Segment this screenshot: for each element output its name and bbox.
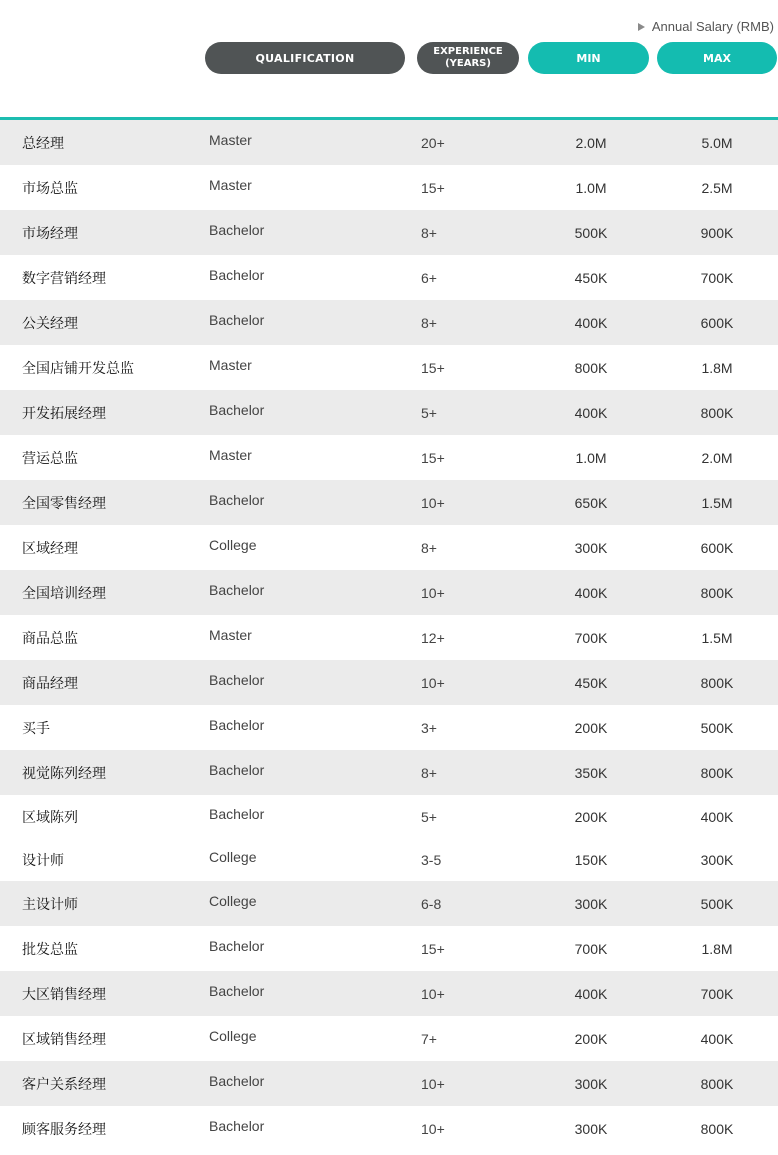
max-salary-cell: 700K: [700, 269, 734, 286]
experience-cell: 10+: [421, 584, 445, 601]
table-row: [0, 480, 778, 525]
table-row: [0, 795, 778, 838]
min-salary-cell: 450K: [574, 269, 608, 286]
experience-cell: 3+: [421, 719, 437, 736]
qualification-cell: College: [209, 848, 257, 865]
max-salary-cell: 2.0M: [701, 449, 733, 466]
min-salary-cell: 300K: [574, 895, 608, 912]
job-title-cell: 公关经理: [22, 315, 78, 332]
qualification-cell: Master: [209, 446, 252, 463]
table-row: [0, 120, 778, 165]
experience-cell: 8+: [421, 224, 437, 241]
job-title-cell: 视觉陈列经理: [22, 765, 106, 782]
max-salary-cell: 2.5M: [701, 179, 733, 196]
max-salary-cell: 800K: [700, 584, 734, 601]
min-salary-cell: 300K: [574, 1120, 608, 1137]
job-title-cell: 批发总监: [22, 941, 78, 958]
min-salary-cell: 2.0M: [575, 134, 607, 151]
experience-cell: 15+: [421, 940, 445, 957]
experience-cell: 8+: [421, 764, 437, 781]
table-row: [0, 660, 778, 705]
annual-salary-note: [638, 19, 774, 34]
max-salary-cell: 600K: [700, 539, 734, 556]
qualification-cell: Bachelor: [209, 401, 265, 418]
max-salary-cell: 800K: [700, 764, 734, 781]
table-row: [0, 881, 778, 926]
min-salary-cell: 800K: [574, 359, 608, 376]
experience-cell: 15+: [421, 449, 445, 466]
max-salary-cell: 300K: [700, 851, 734, 868]
max-salary-cell: 800K: [700, 674, 734, 691]
qualification-cell: Bachelor: [209, 491, 265, 508]
max-salary-cell: 800K: [700, 1120, 734, 1137]
experience-cell: 12+: [421, 629, 445, 646]
max-salary-cell: 1.8M: [701, 940, 733, 957]
min-salary-cell: 400K: [574, 985, 608, 1002]
qualification-cell: Master: [209, 131, 252, 148]
min-salary-cell: 700K: [574, 940, 608, 957]
job-title-cell: 数字营销经理: [22, 270, 106, 287]
max-header-label: MAX: [703, 51, 731, 65]
table-row: [0, 926, 778, 971]
experience-header: [417, 42, 519, 74]
qualification-cell: Bachelor: [209, 982, 265, 999]
max-salary-cell: 1.5M: [701, 629, 733, 646]
min-salary-cell: 200K: [574, 719, 608, 736]
min-salary-cell: 400K: [574, 314, 608, 331]
experience-header-line1: EXPERIENCE: [433, 46, 503, 57]
min-salary-cell: 450K: [574, 674, 608, 691]
qualification-cell: College: [209, 1027, 257, 1044]
min-header: [528, 42, 649, 74]
qualification-cell: Master: [209, 356, 252, 373]
min-salary-cell: 1.0M: [575, 179, 607, 196]
max-salary-cell: 600K: [700, 314, 734, 331]
qualification-header: [205, 42, 405, 74]
qualification-cell: Bachelor: [209, 805, 265, 822]
qualification-cell: Bachelor: [209, 266, 265, 283]
experience-cell: 7+: [421, 1030, 437, 1047]
min-salary-cell: 300K: [574, 539, 608, 556]
qualification-cell: Bachelor: [209, 581, 265, 598]
experience-cell: 10+: [421, 1120, 445, 1137]
max-salary-cell: 500K: [700, 719, 734, 736]
max-salary-cell: 5.0M: [701, 134, 733, 151]
job-title-cell: 总经理: [22, 135, 64, 152]
table-row: [0, 838, 778, 881]
min-salary-cell: 400K: [574, 404, 608, 421]
table-row: [0, 165, 778, 210]
table-row: [0, 435, 778, 480]
table-row: [0, 525, 778, 570]
experience-cell: 5+: [421, 404, 437, 421]
experience-cell: 10+: [421, 985, 445, 1002]
job-title-cell: 市场总监: [22, 180, 78, 197]
qualification-cell: Bachelor: [209, 1117, 265, 1134]
min-salary-cell: 150K: [574, 851, 608, 868]
experience-cell: 10+: [421, 1075, 445, 1092]
table-row: [0, 345, 778, 390]
max-salary-cell: 1.5M: [701, 494, 733, 511]
job-title-cell: 设计师: [22, 852, 64, 869]
qualification-cell: Master: [209, 626, 252, 643]
max-salary-cell: 700K: [700, 985, 734, 1002]
max-salary-cell: 800K: [700, 404, 734, 421]
play-triangle-icon: [638, 23, 645, 31]
table-row: [0, 390, 778, 435]
qualification-cell: Bachelor: [209, 1072, 265, 1089]
qualification-cell: Bachelor: [209, 311, 265, 328]
table-row: [0, 300, 778, 345]
job-title-cell: 主设计师: [22, 896, 78, 913]
table-row: [0, 705, 778, 750]
min-salary-cell: 350K: [574, 764, 608, 781]
job-title-cell: 客户关系经理: [22, 1076, 106, 1093]
job-title-cell: 商品经理: [22, 675, 78, 692]
job-title-cell: 开发拓展经理: [22, 405, 106, 422]
experience-cell: 15+: [421, 179, 445, 196]
qualification-cell: Bachelor: [209, 937, 265, 954]
max-salary-cell: 400K: [700, 808, 734, 825]
min-salary-cell: 200K: [574, 808, 608, 825]
job-title-cell: 买手: [22, 720, 50, 737]
min-header-label: MIN: [576, 51, 601, 65]
qualification-cell: Master: [209, 176, 252, 193]
qualification-header-label: QUALIFICATION: [255, 51, 355, 65]
table-row: [0, 750, 778, 795]
min-salary-cell: 500K: [574, 224, 608, 241]
table-row: [0, 1061, 778, 1106]
experience-cell: 8+: [421, 314, 437, 331]
experience-cell: 10+: [421, 674, 445, 691]
table-row: [0, 255, 778, 300]
qualification-cell: College: [209, 536, 257, 553]
table-row: [0, 210, 778, 255]
experience-cell: 8+: [421, 539, 437, 556]
job-title-cell: 全国培训经理: [22, 585, 106, 602]
min-salary-cell: 700K: [574, 629, 608, 646]
max-salary-cell: 1.8M: [701, 359, 733, 376]
min-salary-cell: 200K: [574, 1030, 608, 1047]
experience-cell: 10+: [421, 494, 445, 511]
max-header: [657, 42, 777, 74]
min-salary-cell: 300K: [574, 1075, 608, 1092]
min-salary-cell: 1.0M: [575, 449, 607, 466]
max-salary-cell: 400K: [700, 1030, 734, 1047]
annual-salary-label: Annual Salary (RMB): [651, 19, 774, 34]
qualification-cell: Bachelor: [209, 761, 265, 778]
table-row: [0, 615, 778, 660]
experience-header-line2: (YEARS): [445, 58, 491, 69]
job-title-cell: 市场经理: [22, 225, 78, 242]
min-salary-cell: 400K: [574, 584, 608, 601]
job-title-cell: 区域经理: [22, 540, 78, 557]
job-title-cell: 大区销售经理: [22, 986, 106, 1003]
job-title-cell: 全国零售经理: [22, 495, 106, 512]
job-title-cell: 商品总监: [22, 630, 78, 647]
experience-cell: 5+: [421, 808, 437, 825]
max-salary-cell: 900K: [700, 224, 734, 241]
job-title-cell: 区域销售经理: [22, 1031, 106, 1048]
table-row: [0, 1106, 778, 1151]
experience-cell: 3-5: [421, 851, 442, 868]
qualification-cell: Bachelor: [209, 671, 265, 688]
table-row: [0, 570, 778, 615]
table-row: [0, 1016, 778, 1061]
experience-cell: 6-8: [421, 895, 442, 912]
experience-cell: 20+: [421, 134, 445, 151]
qualification-cell: Bachelor: [209, 716, 265, 733]
max-salary-cell: 800K: [700, 1075, 734, 1092]
max-salary-cell: 500K: [700, 895, 734, 912]
qualification-cell: College: [209, 892, 257, 909]
experience-cell: 15+: [421, 359, 445, 376]
qualification-cell: Bachelor: [209, 221, 265, 238]
min-salary-cell: 650K: [574, 494, 608, 511]
experience-cell: 6+: [421, 269, 437, 286]
job-title-cell: 营运总监: [22, 450, 78, 467]
job-title-cell: 全国店铺开发总监: [22, 360, 134, 377]
salary-table: [0, 120, 778, 1151]
job-title-cell: 顾客服务经理: [22, 1121, 106, 1138]
job-title-cell: 区域陈列: [22, 809, 78, 826]
table-row: [0, 971, 778, 1016]
